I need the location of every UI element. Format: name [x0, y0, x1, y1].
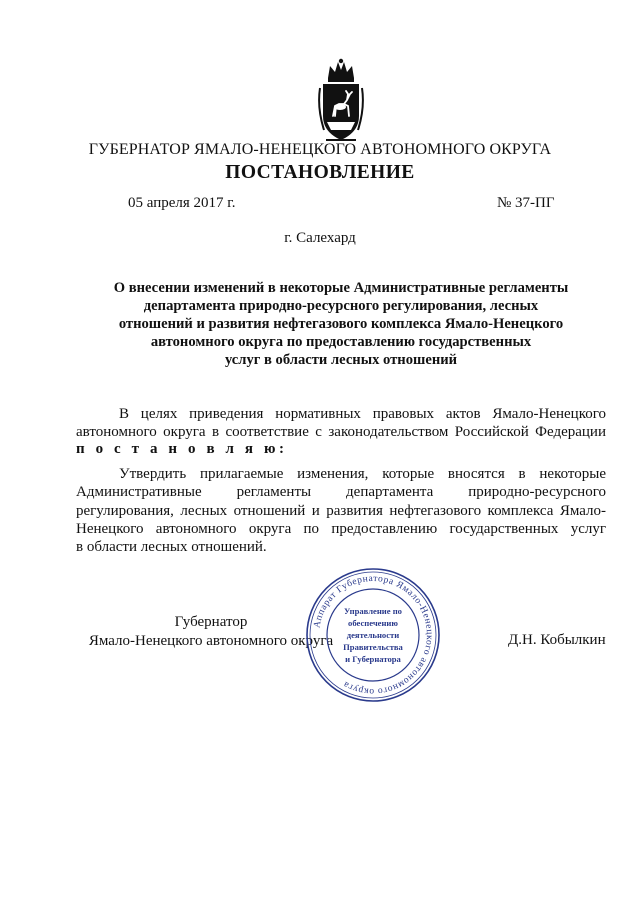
signatory-title-line: Ямало-Ненецкого автономного округа	[88, 633, 334, 649]
title-line: автономного округа по предоставлению государственных	[150, 334, 532, 350]
issuing-authority: ГУБЕРНАТОР ЯМАЛО-НЕНЕЦКОГО АВТОНОМНОГО ОКРУГА	[88, 141, 552, 158]
stamp-inner-line: Управление по	[344, 606, 402, 616]
stamp-inner-line: и Губернатора	[345, 654, 401, 664]
decision-line: Ненецкого автономного округа по предоставлению государственных услуг	[76, 520, 606, 537]
document-date: 05 апреля 2017 г.	[128, 195, 236, 211]
title-line: О внесении изменений в некоторые Административные регламенты	[113, 280, 569, 296]
official-stamp	[304, 566, 442, 704]
document-type: ПОСТАНОВЛЕНИЕ	[225, 162, 415, 183]
document-number: № 37-ПГ	[497, 195, 555, 211]
signatory-name: Д.Н. Кобылкин	[508, 632, 606, 648]
yamal-nenets-coat-of-arms-icon	[318, 58, 364, 144]
title-line: отношений и развития нефтегазового комплекса Ямало-Ненецкого	[118, 316, 564, 332]
decision-paragraph	[76, 465, 606, 556]
preamble-line: В целях приведения нормативных правовых актов Ямало-Ненецкого	[119, 406, 606, 422]
stamp-inner-line: деятельности	[346, 630, 400, 640]
stamp-inner-line: обеспечению	[348, 618, 398, 628]
decision-line: Утвердить прилагаемые изменения, которые вносятся в некоторые	[119, 466, 606, 482]
document-title	[108, 279, 574, 369]
preamble-line: автономного округа в соответствие с законодательством Российской Федерации	[76, 424, 606, 441]
decision-line: Административные регламенты департамента природно-ресурсного	[76, 484, 606, 501]
document-city: г. Салехард	[284, 230, 356, 246]
decision-line: регулирования, лесных отношений и развития нефтегазового комплекса Ямало-	[76, 502, 606, 519]
title-line: услуг в области лесных отношений	[224, 352, 458, 368]
decision-line: в области лесных отношений.	[76, 539, 267, 556]
resolve-word: п о с т а н о в л я ю:	[76, 441, 288, 457]
stamp-inner-line: Правительства	[343, 642, 403, 652]
signatory-title-line: Губернатор	[174, 614, 248, 630]
preamble-paragraph	[76, 405, 606, 442]
stamp-ring-text: Аппарат Губернатора Ямало-Ненецкого автономного округа	[312, 573, 435, 697]
title-line: департамента природно-ресурсного регулирования, лесных	[143, 298, 539, 314]
